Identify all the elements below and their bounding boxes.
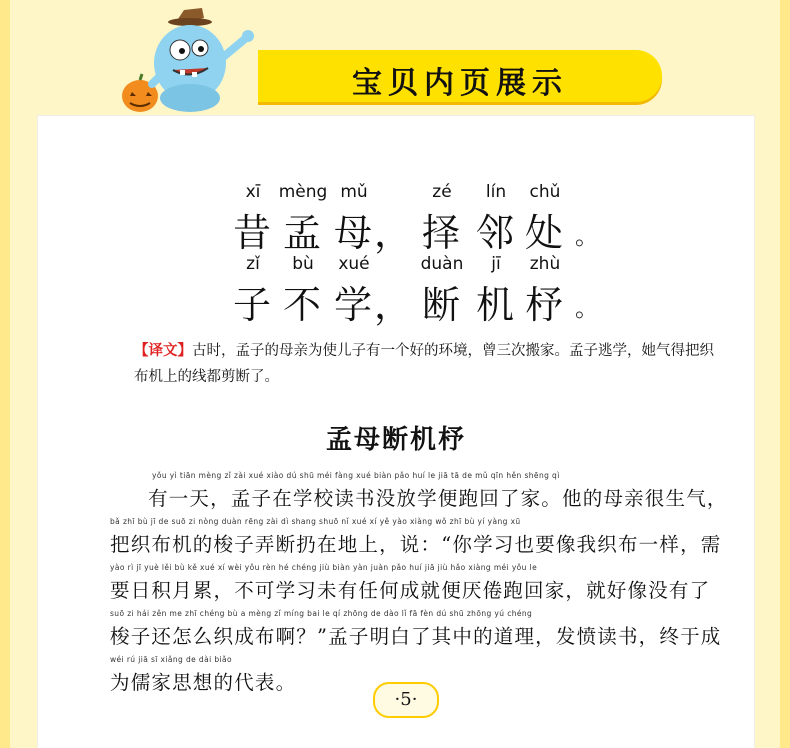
story-line: [110, 517, 722, 563]
pinyin-syllable: zé: [432, 182, 452, 202]
title-banner: [258, 50, 662, 102]
story-text: 有一天，孟子在学校读书没放学便跑回了家。他的母亲很生气，: [148, 487, 728, 510]
verse-punctuation: 。: [575, 222, 601, 250]
page-number: ·5·: [373, 682, 439, 718]
verse-character: 择: [421, 211, 462, 255]
verse-character: 昔: [232, 211, 273, 255]
pinyin-syllable: jī: [491, 254, 501, 274]
pinyin-syllable: lín: [485, 182, 507, 202]
pinyin-syllable: chǔ: [529, 182, 561, 202]
mascot-illustration: [118, 8, 258, 118]
verse-character: 不: [282, 283, 323, 327]
story-text: 要日积月累，不可学习未有任何成就便厌倦跑回家，就好像没有了: [110, 579, 711, 602]
story-text: 为儒家思想的代表。: [110, 671, 297, 694]
translation-paragraph: [134, 338, 714, 390]
story-pinyin: yǒu yì tiān mèng zǐ zài xué xiào dú shū méi fàng xué biàn pǎo huí le jiā tā de mǔ qīn hěn shēng qì: [152, 471, 560, 480]
story-line: [110, 609, 722, 655]
story-pinyin: yào rì jī yuè lěi bù kě xué xí wèi yǒu rèn hé chéng jiù biàn yàn juàn pǎo huí jiā jiù hǎo xiàng méi yǒu le: [110, 563, 538, 572]
verse-character: 机: [475, 283, 516, 327]
pinyin-syllable: mèng: [278, 182, 328, 202]
verse-character: 孟: [282, 211, 323, 255]
left-edge-stripe: [0, 0, 10, 748]
pinyin-syllable: zǐ: [246, 254, 260, 274]
pinyin-syllable: bù: [292, 254, 314, 274]
pinyin-syllable: mǔ: [340, 182, 368, 202]
pinyin-syllable: duàn: [420, 254, 464, 274]
story-title: 孟母断机杼: [325, 425, 466, 455]
verse-character: 邻: [475, 211, 516, 255]
verse-character: 子: [232, 283, 273, 327]
verse-character: 母: [333, 211, 374, 255]
banner-title: 宝贝内页展示: [352, 66, 568, 101]
pinyin-syllable: zhù: [529, 254, 561, 274]
verse-character: 断: [421, 283, 462, 327]
story-line: [110, 563, 710, 609]
verse-character: 处: [524, 211, 565, 255]
story-pinyin: bǎ zhī bù jī de suō zi nòng duàn rēng zài dì shang shuō nǐ xué xí yě yào xiàng wǒ zhī bù yí yàng xū: [110, 517, 521, 526]
verse-character: 杼: [524, 283, 565, 327]
pinyin-syllable: xī: [245, 182, 261, 202]
right-edge-stripe: [780, 0, 790, 748]
story-pinyin: suō zi hái zěn me zhī chéng bù a mèng zǐ míng bai le qí zhōng de dào lǐ fā fèn dú shū zhōng yú chéng: [110, 609, 533, 618]
verse-punctuation: ，: [373, 283, 414, 327]
story-line: [110, 471, 728, 517]
translation-label: 【译文】: [134, 342, 192, 359]
translation-text: 古时，孟子的母亲为使儿子有一个好的环境，曾三次搬家。孟子逃学，她气得把织布机上的线都剪断了。: [134, 343, 714, 385]
story-text: 梭子还怎么织成布啊？”孟子明白了其中的道理，发愤读书，终于成: [110, 625, 722, 648]
content-page: [38, 116, 754, 748]
story-text: 把织布机的梭子弄断扔在地上，说：“你学习也要像我织布一样，需: [110, 533, 722, 556]
verse-character: 学: [333, 283, 374, 327]
verse-punctuation: ，: [373, 211, 414, 255]
pinyin-syllable: xué: [338, 254, 370, 274]
verse-punctuation: 。: [575, 294, 601, 322]
story-pinyin: wéi rú jiā sī xiǎng de dài biǎo: [110, 655, 232, 664]
story-body: [110, 471, 728, 701]
